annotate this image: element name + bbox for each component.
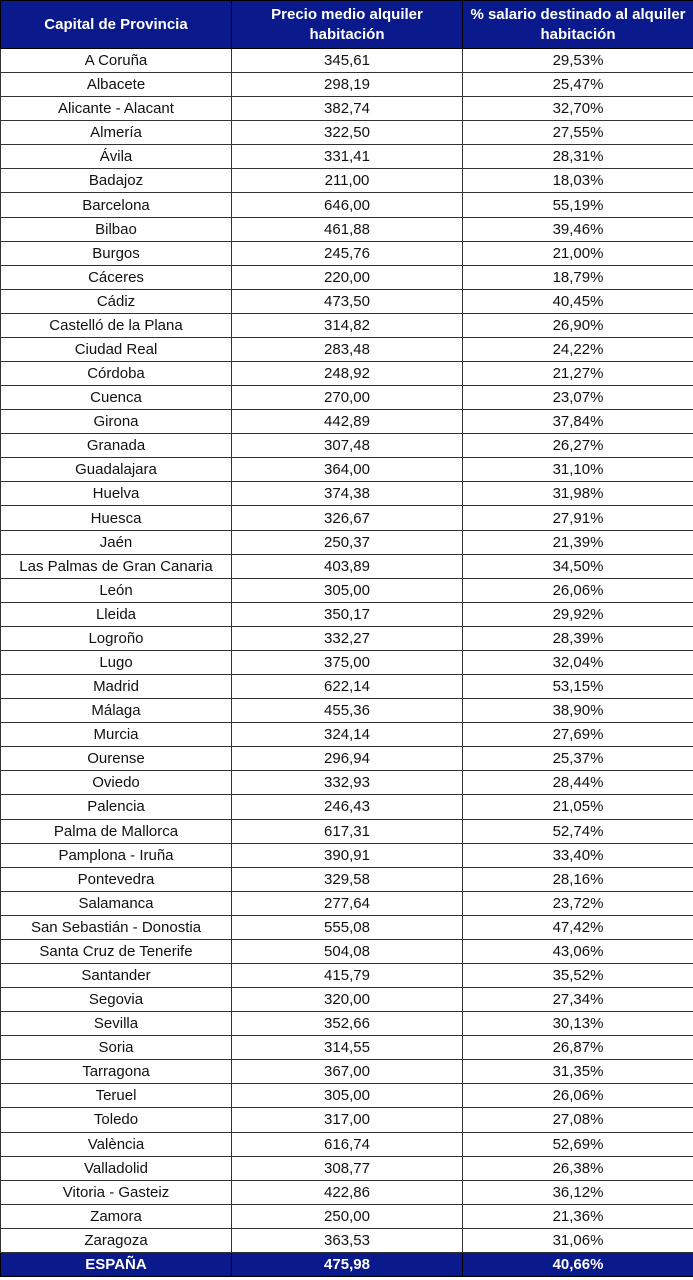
cell-price: 326,67 <box>232 506 463 530</box>
table-row <box>1 843 693 867</box>
table-row <box>1 771 693 795</box>
cell-salary-pct: 32,70% <box>463 97 693 121</box>
cell-capital: Pamplona - Iruña <box>1 843 232 867</box>
table-row <box>1 386 693 410</box>
table-row <box>1 482 693 506</box>
table-row <box>1 217 693 241</box>
cell-price: 364,00 <box>232 458 463 482</box>
table-row <box>1 73 693 97</box>
cell-price: 314,82 <box>232 313 463 337</box>
cell-salary-pct: 21,05% <box>463 795 693 819</box>
cell-capital: Guadalajara <box>1 458 232 482</box>
cell-price: 317,00 <box>232 1108 463 1132</box>
cell-capital: Tarragona <box>1 1060 232 1084</box>
cell-price: 390,91 <box>232 843 463 867</box>
cell-salary-pct: 39,46% <box>463 217 693 241</box>
cell-salary-pct: 27,34% <box>463 988 693 1012</box>
cell-capital: Barcelona <box>1 193 232 217</box>
cell-capital: Cuenca <box>1 386 232 410</box>
cell-capital: Santander <box>1 963 232 987</box>
table-row <box>1 530 693 554</box>
cell-price: 305,00 <box>232 1084 463 1108</box>
cell-price: 345,61 <box>232 49 463 73</box>
cell-capital: Valladolid <box>1 1156 232 1180</box>
table-row <box>1 241 693 265</box>
cell-capital: Toledo <box>1 1108 232 1132</box>
table-row <box>1 867 693 891</box>
cell-salary-pct: 29,92% <box>463 602 693 626</box>
cell-price: 473,50 <box>232 289 463 313</box>
cell-salary-pct: 29,53% <box>463 49 693 73</box>
cell-price: 283,48 <box>232 337 463 361</box>
cell-price: 367,00 <box>232 1060 463 1084</box>
cell-price: 504,08 <box>232 939 463 963</box>
table-row <box>1 1204 693 1228</box>
cell-salary-pct: 26,27% <box>463 434 693 458</box>
table-row <box>1 434 693 458</box>
cell-price: 211,00 <box>232 169 463 193</box>
table-row <box>1 602 693 626</box>
cell-salary-pct: 26,90% <box>463 313 693 337</box>
cell-salary-pct: 36,12% <box>463 1180 693 1204</box>
table-body <box>1 49 693 1253</box>
table-row <box>1 554 693 578</box>
cell-price: 455,36 <box>232 699 463 723</box>
cell-salary-pct: 18,03% <box>463 169 693 193</box>
cell-price: 314,55 <box>232 1036 463 1060</box>
cell-price: 246,43 <box>232 795 463 819</box>
cell-price: 308,77 <box>232 1156 463 1180</box>
total-row <box>1 1252 693 1276</box>
cell-capital: Málaga <box>1 699 232 723</box>
cell-salary-pct: 21,00% <box>463 241 693 265</box>
cell-capital: Córdoba <box>1 362 232 386</box>
cell-capital: Pontevedra <box>1 867 232 891</box>
cell-salary-pct: 38,90% <box>463 699 693 723</box>
cell-salary-pct: 52,74% <box>463 819 693 843</box>
cell-price: 245,76 <box>232 241 463 265</box>
cell-price: 622,14 <box>232 675 463 699</box>
cell-capital: Cáceres <box>1 265 232 289</box>
cell-capital: Badajoz <box>1 169 232 193</box>
cell-price: 350,17 <box>232 602 463 626</box>
table-row <box>1 145 693 169</box>
cell-salary-pct: 40,45% <box>463 289 693 313</box>
cell-price: 305,00 <box>232 578 463 602</box>
header-price: Precio medio alquiler habitación <box>232 1 463 49</box>
cell-price: 320,00 <box>232 988 463 1012</box>
cell-capital: Jaén <box>1 530 232 554</box>
cell-price: 298,19 <box>232 73 463 97</box>
cell-salary-pct: 21,27% <box>463 362 693 386</box>
table-row <box>1 193 693 217</box>
table-row <box>1 723 693 747</box>
cell-price: 324,14 <box>232 723 463 747</box>
cell-price: 322,50 <box>232 121 463 145</box>
cell-price: 374,38 <box>232 482 463 506</box>
table-row <box>1 939 693 963</box>
cell-price: 461,88 <box>232 217 463 241</box>
table-row <box>1 963 693 987</box>
table-row <box>1 1228 693 1252</box>
cell-price: 250,00 <box>232 1204 463 1228</box>
table-row <box>1 362 693 386</box>
cell-salary-pct: 53,15% <box>463 675 693 699</box>
cell-salary-pct: 52,69% <box>463 1132 693 1156</box>
table-row <box>1 891 693 915</box>
cell-salary-pct: 27,69% <box>463 723 693 747</box>
cell-capital: Logroño <box>1 626 232 650</box>
table-row <box>1 313 693 337</box>
table-row <box>1 578 693 602</box>
cell-capital: Santa Cruz de Tenerife <box>1 939 232 963</box>
table-row <box>1 1132 693 1156</box>
cell-capital: Lleida <box>1 602 232 626</box>
table-row <box>1 1036 693 1060</box>
total-price: 475,98 <box>232 1252 463 1276</box>
cell-price: 616,74 <box>232 1132 463 1156</box>
cell-capital: Cádiz <box>1 289 232 313</box>
cell-salary-pct: 24,22% <box>463 337 693 361</box>
cell-price: 270,00 <box>232 386 463 410</box>
table-row <box>1 988 693 1012</box>
cell-price: 363,53 <box>232 1228 463 1252</box>
cell-capital: Girona <box>1 410 232 434</box>
cell-capital: A Coruña <box>1 49 232 73</box>
cell-capital: Oviedo <box>1 771 232 795</box>
cell-salary-pct: 21,39% <box>463 530 693 554</box>
cell-salary-pct: 25,47% <box>463 73 693 97</box>
cell-price: 220,00 <box>232 265 463 289</box>
cell-price: 332,93 <box>232 771 463 795</box>
cell-price: 307,48 <box>232 434 463 458</box>
cell-capital: Salamanca <box>1 891 232 915</box>
cell-salary-pct: 28,44% <box>463 771 693 795</box>
cell-capital: Burgos <box>1 241 232 265</box>
cell-price: 403,89 <box>232 554 463 578</box>
cell-price: 415,79 <box>232 963 463 987</box>
table-row <box>1 626 693 650</box>
table-row <box>1 265 693 289</box>
cell-salary-pct: 34,50% <box>463 554 693 578</box>
cell-price: 277,64 <box>232 891 463 915</box>
table-row <box>1 1108 693 1132</box>
header-row <box>1 1 693 49</box>
table-row <box>1 458 693 482</box>
cell-price: 332,27 <box>232 626 463 650</box>
cell-salary-pct: 27,55% <box>463 121 693 145</box>
cell-salary-pct: 31,35% <box>463 1060 693 1084</box>
cell-salary-pct: 31,98% <box>463 482 693 506</box>
cell-salary-pct: 35,52% <box>463 963 693 987</box>
cell-salary-pct: 55,19% <box>463 193 693 217</box>
table-row <box>1 337 693 361</box>
cell-salary-pct: 21,36% <box>463 1204 693 1228</box>
table-row <box>1 795 693 819</box>
cell-salary-pct: 18,79% <box>463 265 693 289</box>
table-row <box>1 169 693 193</box>
table-row <box>1 747 693 771</box>
cell-salary-pct: 43,06% <box>463 939 693 963</box>
cell-salary-pct: 26,38% <box>463 1156 693 1180</box>
cell-salary-pct: 26,06% <box>463 1084 693 1108</box>
cell-salary-pct: 26,87% <box>463 1036 693 1060</box>
cell-capital: Las Palmas de Gran Canaria <box>1 554 232 578</box>
cell-capital: Almería <box>1 121 232 145</box>
cell-salary-pct: 37,84% <box>463 410 693 434</box>
cell-price: 248,92 <box>232 362 463 386</box>
table-row <box>1 49 693 73</box>
cell-salary-pct: 32,04% <box>463 650 693 674</box>
cell-salary-pct: 31,10% <box>463 458 693 482</box>
cell-capital: Zamora <box>1 1204 232 1228</box>
cell-price: 331,41 <box>232 145 463 169</box>
cell-price: 422,86 <box>232 1180 463 1204</box>
cell-capital: Bilbao <box>1 217 232 241</box>
table-row <box>1 1060 693 1084</box>
cell-capital: Palencia <box>1 795 232 819</box>
total-label: ESPAÑA <box>1 1252 232 1276</box>
table-row <box>1 650 693 674</box>
cell-salary-pct: 27,91% <box>463 506 693 530</box>
header-capital: Capital de Provincia <box>1 1 232 49</box>
table-row <box>1 410 693 434</box>
cell-capital: Teruel <box>1 1084 232 1108</box>
cell-salary-pct: 33,40% <box>463 843 693 867</box>
cell-capital: Castelló de la Plana <box>1 313 232 337</box>
cell-capital: León <box>1 578 232 602</box>
cell-price: 382,74 <box>232 97 463 121</box>
table-row <box>1 675 693 699</box>
table-row <box>1 1180 693 1204</box>
header-salary-pct: % salario destinado al alquiler habitación <box>463 1 693 49</box>
table-row <box>1 819 693 843</box>
cell-salary-pct: 23,07% <box>463 386 693 410</box>
cell-capital: Albacete <box>1 73 232 97</box>
cell-capital: Lugo <box>1 650 232 674</box>
cell-capital: Segovia <box>1 988 232 1012</box>
cell-price: 329,58 <box>232 867 463 891</box>
cell-capital: San Sebastián - Donostia <box>1 915 232 939</box>
total-salary-pct: 40,66% <box>463 1252 693 1276</box>
cell-capital: Madrid <box>1 675 232 699</box>
table-row <box>1 121 693 145</box>
cell-salary-pct: 30,13% <box>463 1012 693 1036</box>
cell-capital: Soria <box>1 1036 232 1060</box>
table-row <box>1 506 693 530</box>
cell-capital: Murcia <box>1 723 232 747</box>
cell-capital: Alicante - Alacant <box>1 97 232 121</box>
cell-salary-pct: 23,72% <box>463 891 693 915</box>
cell-capital: Granada <box>1 434 232 458</box>
cell-capital: València <box>1 1132 232 1156</box>
cell-price: 646,00 <box>232 193 463 217</box>
cell-salary-pct: 27,08% <box>463 1108 693 1132</box>
cell-capital: Vitoria - Gasteiz <box>1 1180 232 1204</box>
cell-salary-pct: 28,31% <box>463 145 693 169</box>
cell-capital: Palma de Mallorca <box>1 819 232 843</box>
table-row <box>1 915 693 939</box>
cell-salary-pct: 47,42% <box>463 915 693 939</box>
table-row <box>1 289 693 313</box>
cell-capital: Zaragoza <box>1 1228 232 1252</box>
cell-capital: Ourense <box>1 747 232 771</box>
cell-salary-pct: 28,16% <box>463 867 693 891</box>
cell-price: 442,89 <box>232 410 463 434</box>
cell-capital: Huelva <box>1 482 232 506</box>
table-row <box>1 1084 693 1108</box>
table-row <box>1 1012 693 1036</box>
cell-price: 375,00 <box>232 650 463 674</box>
cell-price: 555,08 <box>232 915 463 939</box>
cell-salary-pct: 31,06% <box>463 1228 693 1252</box>
cell-capital: Sevilla <box>1 1012 232 1036</box>
table-row <box>1 1156 693 1180</box>
cell-price: 296,94 <box>232 747 463 771</box>
table-row <box>1 97 693 121</box>
cell-price: 250,37 <box>232 530 463 554</box>
cell-price: 617,31 <box>232 819 463 843</box>
cell-salary-pct: 26,06% <box>463 578 693 602</box>
cell-price: 352,66 <box>232 1012 463 1036</box>
cell-capital: Huesca <box>1 506 232 530</box>
cell-salary-pct: 25,37% <box>463 747 693 771</box>
cell-capital: Ávila <box>1 145 232 169</box>
cell-salary-pct: 28,39% <box>463 626 693 650</box>
cell-capital: Ciudad Real <box>1 337 232 361</box>
table-row <box>1 699 693 723</box>
